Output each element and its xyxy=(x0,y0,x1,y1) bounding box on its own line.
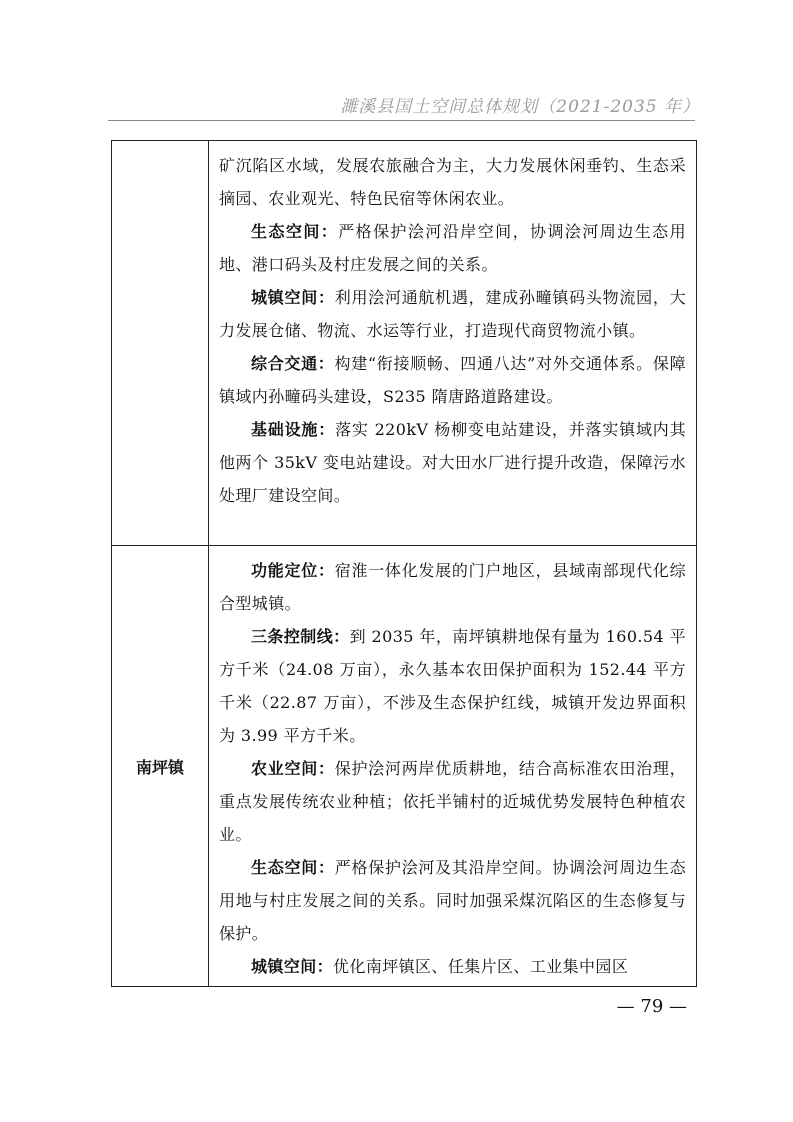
paragraph-heading: 生态空间： xyxy=(251,858,335,877)
paragraph-text: 落实 220kV 杨柳变电站建设，并落实镇域内其他两个 35kV 变电站建设。对大田水厂进行提升改造，保障污水处理厂建设空间。 xyxy=(219,420,686,505)
paragraph-text: 利用浍河通航机遇，建成孙疃镇码头物流园，大力发展仓储、物流、水运等行业，打造现代商贸物流小镇。 xyxy=(219,288,686,340)
paragraph xyxy=(219,851,686,950)
paragraph xyxy=(219,347,686,413)
paragraph-heading: 功能定位： xyxy=(251,561,335,580)
content-cell xyxy=(209,546,696,986)
paragraph-text: 宿淮一体化发展的门户地区，县域南部现代化综合型城镇。 xyxy=(219,561,686,613)
header-divider xyxy=(108,120,695,121)
paragraph xyxy=(219,620,686,752)
paragraph xyxy=(219,950,686,983)
table-row xyxy=(112,545,696,986)
town-label-cell: 南坪镇 xyxy=(112,546,209,986)
paragraph-heading: 城镇空间： xyxy=(251,288,335,307)
paragraph xyxy=(219,413,686,512)
table-row xyxy=(112,141,696,545)
town-label-cell xyxy=(112,141,209,545)
paragraph-text: 到 2035 年，南坪镇耕地保有量为 160.54 平方千米（24.08 万亩），永久基本农田保护面积为 152.44 平方千米（22.87 万亩），不涉及生态保护红线，城镇开发边界面积为 3.99 平方千米。 xyxy=(219,627,686,745)
content-cell xyxy=(209,141,696,545)
paragraph xyxy=(219,554,686,620)
paragraph xyxy=(219,281,686,347)
paragraph-text: 优化南坪镇区、任集片区、工业集中园区 xyxy=(333,957,629,976)
paragraph-heading: 三条控制线： xyxy=(251,627,350,646)
page-number: — 79 — xyxy=(616,996,687,1017)
paragraph-text: 严格保护浍河及其沿岸空间。协调浍河周边生态用地与村庄发展之间的关系。同时加强采煤沉陷区的生态修复与保护。 xyxy=(219,858,686,943)
paragraph-heading: 城镇空间： xyxy=(251,957,334,976)
paragraph-text: 保护浍河两岸优质耕地，结合高标准农田治理，重点发展传统农业种植；依托半铺村的近城优势发展特色种植农业。 xyxy=(219,759,686,844)
paragraph-heading: 生态空间： xyxy=(251,222,339,241)
paragraph-text: 构建“衔接顺畅、四通八达”对外交通体系。保障镇域内孙疃码头建设，S235 隋唐路道路建设。 xyxy=(219,354,686,406)
continuation-text: 矿沉陷区水域，发展农旅融合为主，大力发展休闲垂钓、生态采摘园、农业观光、特色民宿等休闲农业。 xyxy=(219,156,686,208)
paragraph xyxy=(219,752,686,851)
paragraph-text: 严格保护浍河沿岸空间，协调浍河周边生态用地、港口码头及村庄发展之间的关系。 xyxy=(219,222,686,274)
paragraph-heading: 综合交通： xyxy=(251,354,335,373)
paragraph-heading: 基础设施： xyxy=(251,420,336,439)
planning-table xyxy=(111,140,697,987)
paragraph-heading: 农业空间： xyxy=(251,759,335,778)
paragraph xyxy=(219,215,686,281)
document-header-title: 濉溪县国土空间总体规划（2021-2035 年） xyxy=(340,97,700,117)
